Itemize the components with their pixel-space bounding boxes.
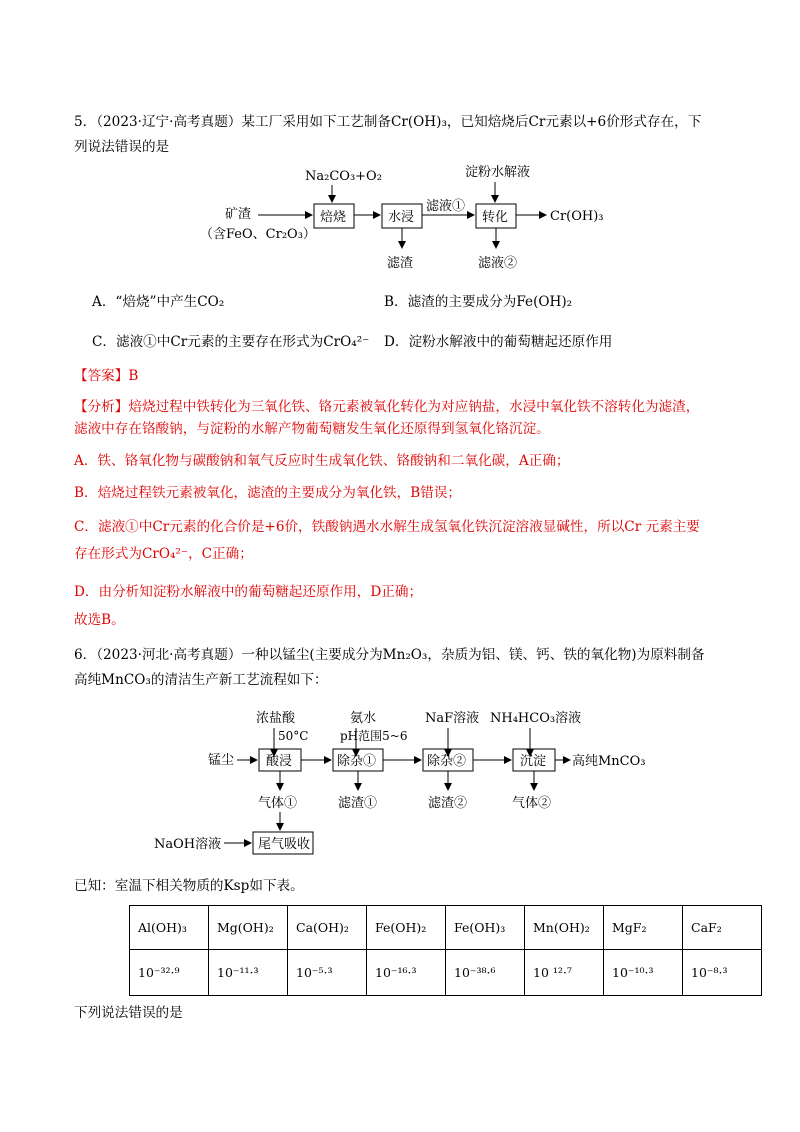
q5-box-leach: 水浸 bbox=[388, 210, 415, 225]
ksp-value-cell: 10⁻¹¹·³ bbox=[209, 950, 288, 996]
q5-analysis-a: A．铁、铬氧化物与碳酸钠和氧气反应时生成氧化铁、铬酸钠和二氧化碳，A正确； bbox=[74, 453, 570, 469]
q5-analysis-2: 滤液中存在铬酸钠，与淀粉的水解产物葡萄糖发生氧化还原得到氢氧化铬沉淀。 bbox=[74, 421, 550, 437]
q6-process-diagram bbox=[150, 700, 670, 865]
q5-filtrate-2: 滤液② bbox=[478, 256, 518, 271]
q6-naoh: NaOH溶液 bbox=[154, 837, 222, 852]
ksp-value-cell: 10⁻¹⁰·³ bbox=[604, 950, 683, 996]
q5-stem-line1: 5．（2023·辽宁·高考真题）某工厂采用如下工艺制备Cr(OH)₃，已知焙烧后Cr元素以+6价形式存在，下 bbox=[74, 114, 702, 130]
q5-option-b: B．滤渣的主要成分为Fe(OH)₂ bbox=[384, 294, 573, 310]
q5-filtrate-1: 滤液① bbox=[426, 199, 466, 214]
ksp-value-cell: 10⁻⁸·³ bbox=[683, 950, 762, 996]
q5-analysis-d: D．由分析知淀粉水解液中的葡萄糖起还原作用，D正确； bbox=[74, 584, 423, 600]
ksp-header-cell: Mn(OH)₂ bbox=[525, 906, 604, 950]
q5-stem-line2: 列说法错误的是 bbox=[74, 139, 170, 155]
q6-input-dust: 锰尘 bbox=[208, 753, 235, 768]
ksp-header-cell: CaF₂ bbox=[683, 906, 762, 950]
q6-reagent-ammonia: 氨水 bbox=[350, 711, 377, 726]
ksp-value-cell: 10 ¹²·⁷ bbox=[525, 950, 604, 996]
ksp-value-cell: 10⁻³⁸·⁶ bbox=[446, 950, 525, 996]
ksp-table bbox=[129, 905, 762, 996]
q6-residue-2: 滤渣② bbox=[428, 796, 468, 811]
q6-question-end: 下列说法错误的是 bbox=[74, 1005, 183, 1021]
q6-box-purify-2: 除杂② bbox=[427, 754, 467, 769]
q6-box-precipitate: 沉淀 bbox=[520, 754, 547, 769]
q6-stem-line1: 6．（2023·河北·高考真题）一种以锰尘(主要成分为Mn₂O₃，杂质为铝、镁、钙、铁的氧化物)为原料制备 bbox=[74, 647, 705, 663]
q6-box-acid-leach: 酸浸 bbox=[266, 754, 293, 769]
q5-analysis-1: 【分析】焙烧过程中铁转化为三氧化铁、铬元素被氧化转化为对应钠盐，水浸中氧化铁不溶转化为滤渣， bbox=[74, 399, 700, 415]
q5-box-roast: 焙烧 bbox=[320, 210, 347, 225]
ksp-header-cell: Fe(OH)₂ bbox=[367, 906, 446, 950]
q5-input-composition: （含FeO、Cr₂O₃） bbox=[200, 227, 316, 242]
q5-analysis-c1: C．滤液①中Cr元素的化合价是+6价，铁酸钠遇水水解生成氢氧化铁沉淀溶液显碱性，所以Cr 元素主要 bbox=[74, 519, 700, 535]
q6-reagent-hcl: 浓盐酸 bbox=[256, 711, 296, 726]
q5-residue: 滤渣 bbox=[387, 256, 414, 271]
q5-box-convert: 转化 bbox=[482, 210, 509, 225]
q5-analysis-b: B．焙烧过程铁元素被氧化，滤渣的主要成分为氧化铁，B错误； bbox=[74, 485, 462, 501]
ksp-value-cell: 10⁻⁵·³ bbox=[288, 950, 367, 996]
q6-gas-1: 气体① bbox=[258, 796, 298, 811]
q5-reagent-starch: 淀粉水解液 bbox=[465, 165, 531, 180]
ksp-header-cell: Ca(OH)₂ bbox=[288, 906, 367, 950]
ksp-header-cell: Fe(OH)₃ bbox=[446, 906, 525, 950]
q5-process-diagram bbox=[180, 160, 620, 275]
q6-reagent-temp: 50°C bbox=[278, 729, 309, 743]
q5-reagent-na2co3: Na₂CO₃+O₂ bbox=[305, 169, 382, 184]
q6-residue-1: 滤渣① bbox=[338, 796, 378, 811]
q6-box-purify-1: 除杂① bbox=[337, 754, 377, 769]
q5-output: Cr(OH)₃ bbox=[550, 209, 604, 224]
q5-answer: 【答案】B bbox=[74, 368, 139, 384]
ksp-header-cell: Mg(OH)₂ bbox=[209, 906, 288, 950]
q6-reagent-naf: NaF溶液 bbox=[425, 711, 480, 726]
ksp-value-cell: 10⁻¹⁶·³ bbox=[367, 950, 446, 996]
q6-stem-line2: 高纯MnCO₃的清洁生产新工艺流程如下： bbox=[74, 672, 328, 688]
q5-option-d: D．淀粉水解液中的葡萄糖起还原作用 bbox=[384, 334, 613, 350]
q5-option-c: C．滤液①中Cr元素的主要存在形式为CrO₄²⁻ bbox=[92, 334, 370, 350]
q6-reagent-ph: pH范围5~6 bbox=[340, 729, 408, 743]
q5-option-a: A．“焙烧”中产生CO₂ bbox=[92, 294, 225, 310]
q5-input-ore: 矿渣 bbox=[225, 207, 252, 222]
q6-known: 已知：室温下相关物质的Ksp如下表。 bbox=[74, 878, 304, 894]
ksp-value-cell: 10⁻³²·⁹ bbox=[130, 950, 209, 996]
q6-output: 高纯MnCO₃ bbox=[572, 754, 646, 769]
ksp-header-cell: MgF₂ bbox=[604, 906, 683, 950]
q6-gas-2: 气体② bbox=[512, 796, 552, 811]
q5-conclusion: 故选B。 bbox=[74, 612, 125, 628]
q6-box-tail-gas: 尾气吸收 bbox=[258, 837, 311, 852]
ksp-header-cell: Al(OH)₃ bbox=[130, 906, 209, 950]
q6-reagent-nh4hco3: NH₄HCO₃溶液 bbox=[490, 711, 582, 726]
q5-analysis-c2: 存在形式为CrO₄²⁻，C正确； bbox=[74, 546, 253, 562]
